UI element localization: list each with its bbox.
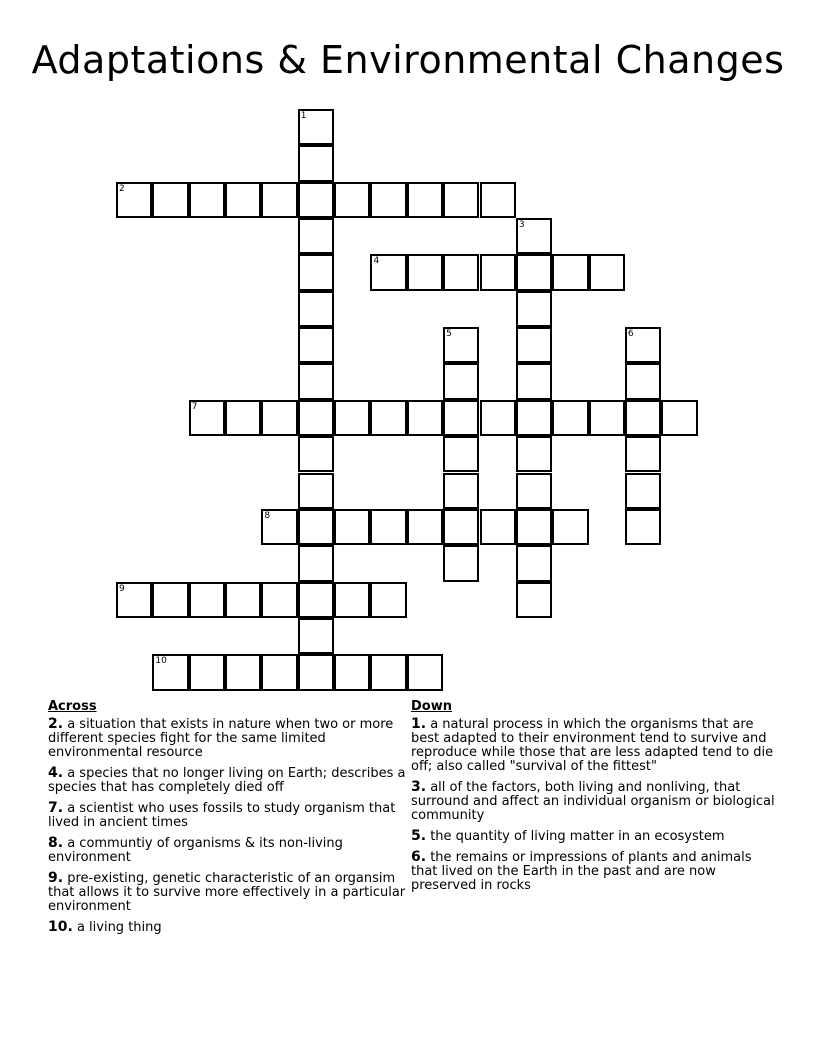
grid-cell[interactable]: [370, 582, 406, 618]
across-clues: [48, 700, 408, 941]
grid-cell[interactable]: [407, 509, 443, 545]
clue-across-2: [48, 717, 408, 760]
grid-cell[interactable]: [625, 509, 661, 545]
grid-cell[interactable]: [407, 254, 443, 290]
grid-cell[interactable]: [370, 654, 406, 690]
clue-across-10: [48, 920, 408, 935]
grid-cell[interactable]: [334, 582, 370, 618]
grid-cell[interactable]: [261, 400, 297, 436]
clue-text: a living thing: [72, 920, 162, 935]
grid-cell[interactable]: [443, 473, 479, 509]
grid-cell[interactable]: [480, 182, 516, 218]
grid-cell[interactable]: [516, 363, 552, 399]
cell-number: 10: [155, 656, 167, 667]
grid-cell[interactable]: [116, 182, 152, 218]
grid-cell[interactable]: [552, 400, 588, 436]
grid-cell[interactable]: [298, 254, 334, 290]
grid-cell[interactable]: [625, 436, 661, 472]
grid-cell[interactable]: [625, 327, 661, 363]
grid-cell[interactable]: [516, 218, 552, 254]
clue-number: 10.: [48, 919, 73, 935]
grid-cell[interactable]: [298, 109, 334, 145]
grid-cell[interactable]: [261, 582, 297, 618]
grid-cell[interactable]: [552, 254, 588, 290]
grid-cell[interactable]: [443, 254, 479, 290]
grid-cell[interactable]: [443, 327, 479, 363]
cell-number: 5: [446, 329, 452, 340]
grid-cell[interactable]: [443, 400, 479, 436]
grid-cell[interactable]: [370, 400, 406, 436]
grid-cell[interactable]: [298, 145, 334, 181]
clue-text: the quantity of living matter in an ecosystem: [426, 829, 725, 844]
clue-number: 2.: [48, 716, 64, 732]
cell-number: 2: [119, 183, 125, 194]
grid-cell[interactable]: [189, 654, 225, 690]
grid-cell[interactable]: [443, 509, 479, 545]
grid-cell[interactable]: [370, 182, 406, 218]
grid-cell[interactable]: [189, 182, 225, 218]
grid-cell[interactable]: [152, 182, 188, 218]
grid-cell[interactable]: [298, 291, 334, 327]
grid-cell[interactable]: [625, 400, 661, 436]
grid-cell[interactable]: [480, 509, 516, 545]
grid-cell[interactable]: [443, 436, 479, 472]
clue-text: a scientist who uses fossils to study organism that lived in ancient times: [48, 801, 396, 830]
grid-cell[interactable]: [443, 182, 479, 218]
grid-cell[interactable]: [189, 582, 225, 618]
clue-text: all of the factors, both living and nonliving, that surround and affect an individual organism or biological community: [411, 780, 775, 823]
grid-cell[interactable]: [516, 545, 552, 581]
clue-number: 9.: [48, 870, 64, 886]
grid-cell[interactable]: [152, 654, 188, 690]
grid-cell[interactable]: [261, 654, 297, 690]
clue-down-5: [411, 829, 776, 844]
grid-cell[interactable]: [370, 254, 406, 290]
cell-number: 4: [373, 256, 380, 267]
grid-cell[interactable]: [298, 654, 334, 690]
across-heading: Across: [48, 699, 97, 714]
grid-cell[interactable]: [516, 473, 552, 509]
grid-cell[interactable]: [516, 400, 552, 436]
grid-cell[interactable]: [298, 618, 334, 654]
grid-cell[interactable]: [625, 473, 661, 509]
clue-text: a species that no longer living on Earth; describes a species that has completely died off: [48, 766, 406, 795]
grid-cell[interactable]: [552, 509, 588, 545]
grid-cell[interactable]: [407, 400, 443, 436]
grid-cell[interactable]: [225, 182, 261, 218]
grid-cell[interactable]: [261, 182, 297, 218]
grid-cell[interactable]: [443, 545, 479, 581]
clue-text: the remains or impressions of plants and animals that lived on the Earth in the past and are now preserved in rocks: [411, 850, 752, 893]
grid-cell[interactable]: [407, 182, 443, 218]
grid-cell[interactable]: [589, 254, 625, 290]
grid-cell[interactable]: [189, 400, 225, 436]
clue-across-4: [48, 766, 408, 795]
grid-cell[interactable]: [370, 509, 406, 545]
clue-text: a situation that exists in nature when two or more different species fight for the same limited environmental resource: [48, 717, 394, 760]
grid-cell[interactable]: [334, 182, 370, 218]
clue-number: 3.: [411, 779, 427, 795]
cell-number: 7: [191, 401, 198, 412]
grid-cell[interactable]: [516, 436, 552, 472]
clue-down-1: [411, 717, 776, 774]
cell-number: 8: [264, 510, 271, 521]
grid-cell[interactable]: [334, 400, 370, 436]
grid-cell[interactable]: [298, 582, 334, 618]
grid-cell[interactable]: [516, 291, 552, 327]
grid-cell[interactable]: [516, 509, 552, 545]
clue-number: 7.: [48, 800, 64, 816]
grid-cell[interactable]: [661, 400, 697, 436]
grid-cell[interactable]: [298, 509, 334, 545]
grid-cell[interactable]: [298, 436, 334, 472]
cell-number: 1: [300, 111, 307, 121]
grid-cell[interactable]: [334, 509, 370, 545]
grid-cell[interactable]: [261, 509, 297, 545]
cell-number: 6: [627, 329, 634, 340]
clue-across-9: [48, 871, 408, 914]
grid-cell[interactable]: [625, 363, 661, 399]
grid-cell[interactable]: [152, 582, 188, 618]
grid-cell[interactable]: [443, 363, 479, 399]
down-heading: Down: [411, 699, 452, 714]
grid-cell[interactable]: [298, 545, 334, 581]
grid-cell[interactable]: [480, 400, 516, 436]
grid-cell[interactable]: [589, 400, 625, 436]
clue-number: 8.: [48, 835, 64, 851]
grid-cell[interactable]: [407, 654, 443, 690]
grid-cell[interactable]: [298, 182, 334, 218]
grid-cell[interactable]: [298, 218, 334, 254]
grid-cell[interactable]: [516, 254, 552, 290]
grid-cell[interactable]: [225, 654, 261, 690]
clue-across-8: [48, 836, 408, 865]
grid-cell[interactable]: [298, 400, 334, 436]
grid-cell[interactable]: [516, 582, 552, 618]
grid-cell[interactable]: [298, 473, 334, 509]
clue-number: 5.: [411, 828, 427, 844]
clue-text: pre-existing, genetic characteristic of an organsim that allows it to survive more effectively in a particular environment: [48, 871, 406, 914]
clue-number: 1.: [411, 716, 427, 732]
clue-across-7: [48, 801, 408, 830]
grid-cell[interactable]: [298, 327, 334, 363]
cell-number: 9: [119, 583, 125, 594]
clue-number: 6.: [411, 849, 427, 865]
clue-text: a natural process in which the organisms that are best adapted to their environment tend to survive and reproduce while those that are less adapted tend to die off; also called "survival of the fittest": [411, 717, 774, 774]
clue-down-3: [411, 780, 776, 823]
down-clues: [411, 700, 776, 899]
clue-number: 4.: [48, 765, 64, 781]
puzzle-title: Adaptations & Environmental Changes: [31, 38, 785, 82]
grid-cell[interactable]: [225, 400, 261, 436]
crossword-grid: [117, 110, 737, 700]
clue-down-6: [411, 850, 776, 893]
grid-cell[interactable]: [480, 254, 516, 290]
clue-text: a communtiy of organisms & its non-living environment: [48, 836, 343, 865]
grid-cell[interactable]: [116, 582, 152, 618]
grid-cell[interactable]: [298, 363, 334, 399]
grid-cell[interactable]: [334, 654, 370, 690]
grid-cell[interactable]: [516, 327, 552, 363]
cell-number: 3: [518, 220, 525, 231]
grid-cell[interactable]: [225, 582, 261, 618]
